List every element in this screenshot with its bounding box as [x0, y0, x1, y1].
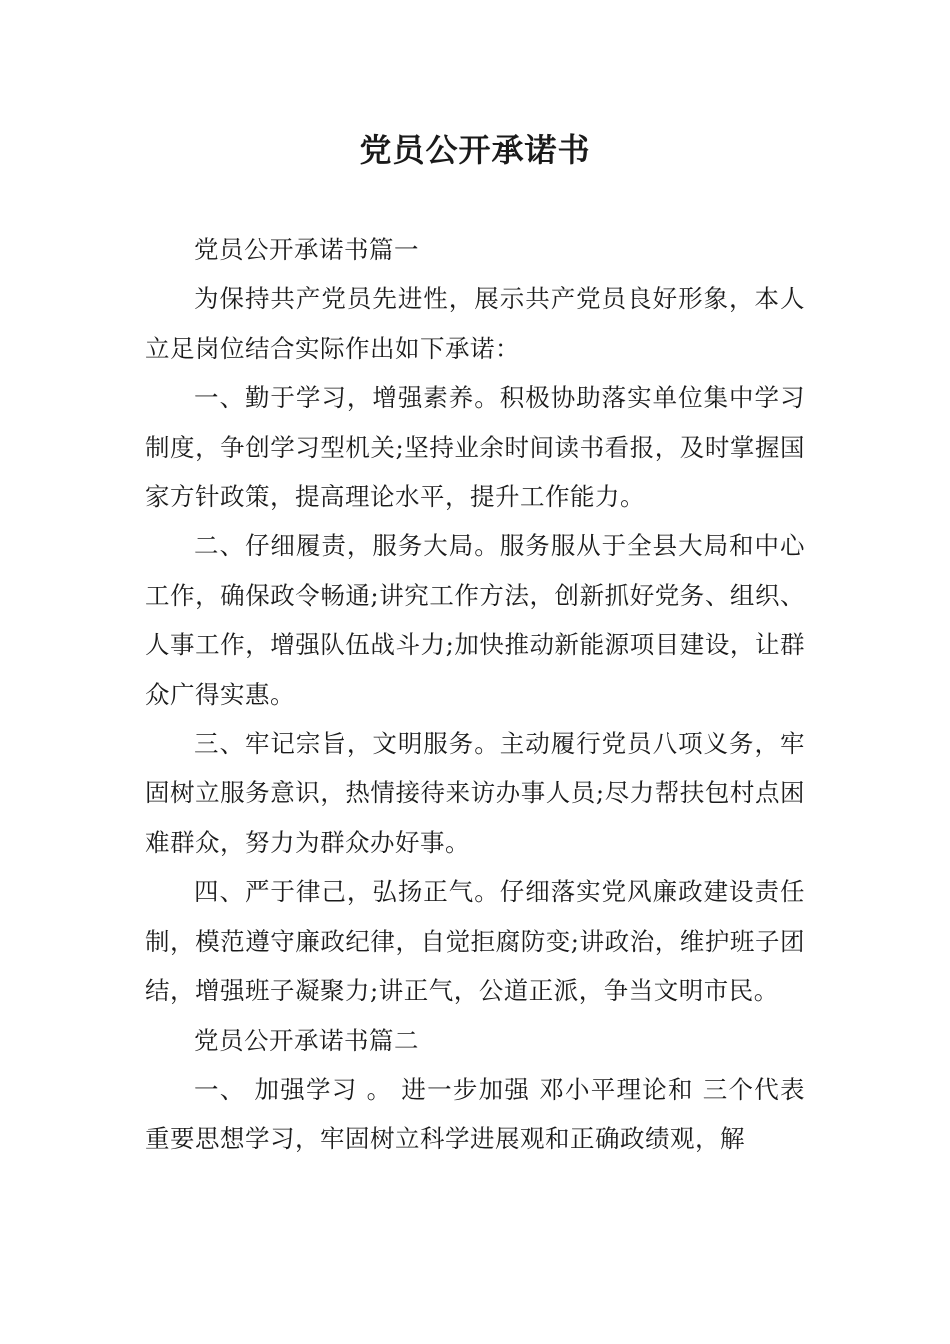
- commitment-paragraph-2: 二、仔细履责，服务大局。服务服从于全县大局和中心工作，确保政令畅通;讲究工作方法，创新抓好党务、组织、人事工作，增强队伍战斗力;加快推动新能源项目建设，让群众广得实惠。: [145, 531, 805, 709]
- section-2-paragraph-1: 一、 加强学习 。 进一步加强 邓小平理论和 三个代表重要思想学习，牢固树立科学进展观和正确政绩观，解: [145, 1074, 805, 1154]
- section-heading-2: 党员公开承诺书篇二: [194, 1025, 419, 1055]
- document-body: [145, 225, 805, 1164]
- document-title: 党员公开承诺书: [359, 131, 591, 169]
- section-heading-1: 党员公开承诺书篇一: [194, 235, 419, 264]
- commitment-paragraph-3: 三、牢记宗旨，文明服务。主动履行党员八项义务，牢固树立服务意识，热情接待来访办事人员;尽力帮扶包村点困难群众，努力为群众办好事。: [145, 729, 805, 857]
- commitment-paragraph-1: 一、勤于学习，增强素养。积极协助落实单位集中学习制度，争创学习型机关;坚持业余时间读书看报，及时掌握国家方针政策，提高理论水平，提升工作能力。: [145, 383, 805, 512]
- commitment-paragraph-4: 四、严于律己，弘扬正气。仔细落实党风廉政建设责任制，模范遵守廉政纪律，自觉拒腐防变;讲政治，维护班子团结，增强班子凝聚力;讲正气，公道正派，争当文明市民。: [145, 877, 805, 1006]
- intro-paragraph: 为保持共产党员先进性，展示共产党员良好形象，本人立足岗位结合实际作出如下承诺：: [145, 284, 805, 363]
